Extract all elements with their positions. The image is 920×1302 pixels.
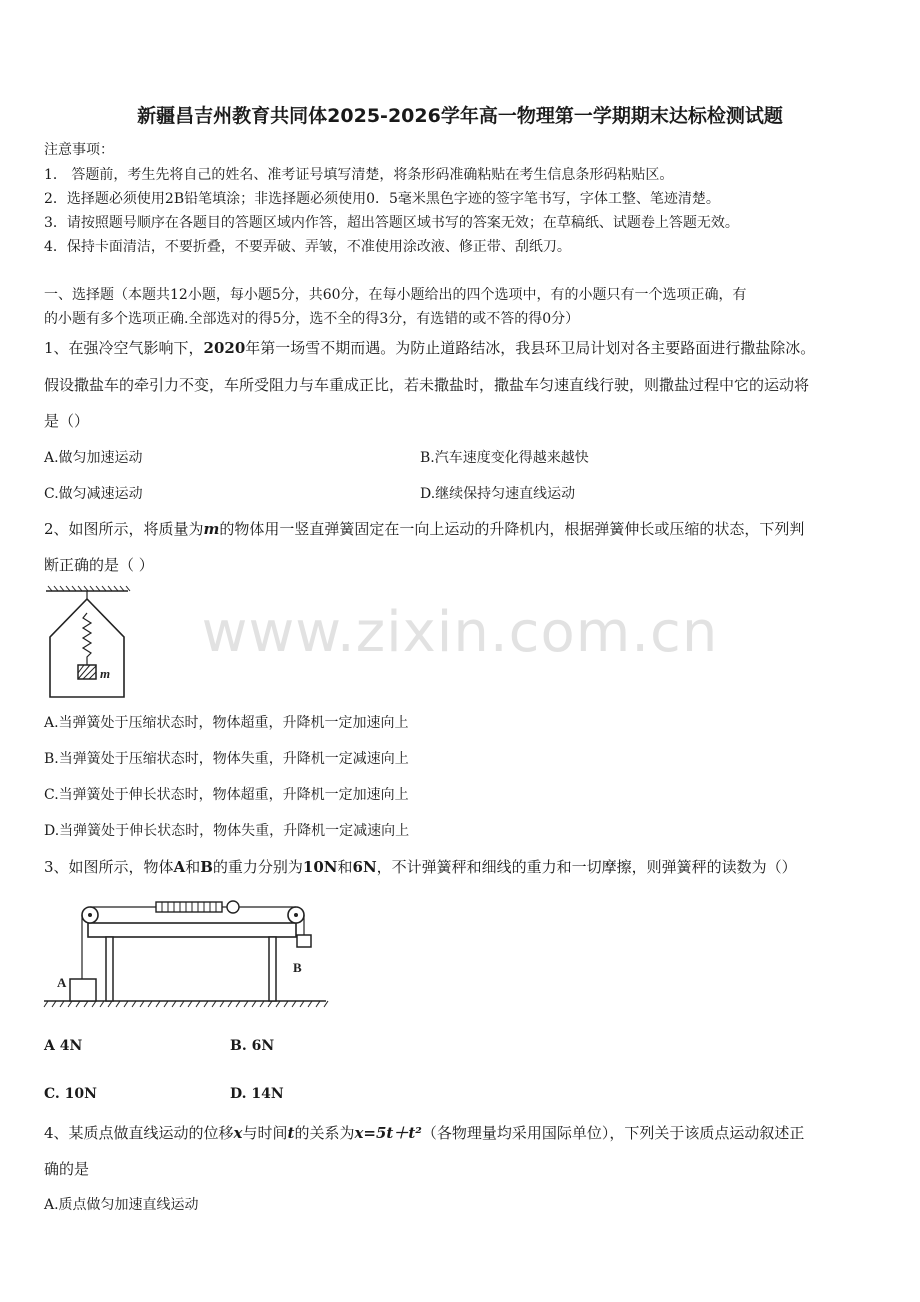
q1-option-a: A.做匀加速运动 [44,450,143,466]
q3-pulley-table-figure [44,893,334,1013]
q2-line1: 2、如图所示，将质量为m的物体用一竖直弹簧固定在一向上运动的升降机内，根据弹簧伸长或压缩的状态，下列判 [44,520,805,538]
q4-line1: 4、某质点做直线运动的位移x与时间t的关系为x=5t＋t²（各物理量均采用国际单位），下列关于该质点运动叙述正 [44,1124,805,1142]
notice-item: 4．保持卡面清洁，不要折叠，不要弄破、弄皱，不准使用涂改液、修正带、刮纸刀。 [44,239,571,255]
q1-line2: 假设撒盐车的牵引力不变，车所受阻力与车重成正比，若未撒盐时，撒盐车匀速直线行驶，则撒盐过程中它的运动将 [44,376,810,394]
q3-option-c: C. 10N [44,1086,97,1102]
q3-line1: 3、如图所示，物体A和B的重力分别为10N和6N，不计弹簧秤和细线的重力和一切摩擦，则弹簧秤的读数为（） [44,858,797,876]
page-title: 新疆昌吉州教育共同体2025-2026学年高一物理第一学期期末达标检测试题 [137,105,783,127]
q2-line2: 断正确的是（ ） [44,556,154,574]
q1-option-b: B.汽车速度变化得越来越快 [420,450,589,466]
q1-line3: 是（） [44,412,90,430]
q4-option-a: A.质点做匀加速直线运动 [44,1197,199,1213]
notice-item: 3．请按照题号顺序在各题目的答题区域内作答，超出答题区域书写的答案无效；在草稿纸、试题卷上答题无效。 [44,215,739,231]
notice-heading: 注意事项： [44,142,114,158]
q2-option-a: A.当弹簧处于压缩状态时，物体超重，升降机一定加速向上 [44,715,409,731]
q2-option-c: C.当弹簧处于伸长状态时，物体超重，升降机一定加速向上 [44,787,409,803]
notice-item: 1． 答题前，考生先将自己的姓名、准考证号填写清楚，将条形码准确粘贴在考生信息条形码粘贴区。 [44,167,674,183]
q3-option-b: B. 6N [230,1038,275,1054]
q2-figure-mass-label: m [100,666,111,681]
q1-option-c: C.做匀减速运动 [44,486,143,502]
section-heading-line1: 一、选择题（本题共12小题，每小题5分，共60分，在每小题给出的四个选项中，有的小题只有一个选项正确，有 [44,287,747,303]
notice-item: 2．选择题必须使用2B铅笔填涂；非选择题必须使用0．5毫米黑色字迹的签字笔书写，字体工整、笔迹清楚。 [44,191,720,207]
q1-line1: 1、在强冷空气影响下，2020年第一场雪不期而遇。为防止道路结冰，我县环卫局计划对各主要路面进行撒盐除冰。 [44,339,816,357]
q1-option-d: D.继续保持匀速直线运动 [420,486,576,502]
q4-line2: 确的是 [44,1160,90,1178]
q3-option-d: D. 14N [230,1086,284,1102]
q3-figure-label-b: B [293,960,302,975]
section-heading-line2: 的小题有多个选项正确.全部选对的得5分，选不全的得3分，有选错的或不答的得0分） [44,311,580,327]
q2-option-b: B.当弹簧处于压缩状态时，物体失重，升降机一定减速向上 [44,751,409,767]
q3-option-a: A 4N [44,1038,83,1054]
watermark: www.zixin.com.cn [201,600,719,665]
q3-figure-label-a: A [57,975,67,990]
q2-option-d: D.当弹簧处于伸长状态时，物体失重，升降机一定减速向上 [44,823,410,839]
